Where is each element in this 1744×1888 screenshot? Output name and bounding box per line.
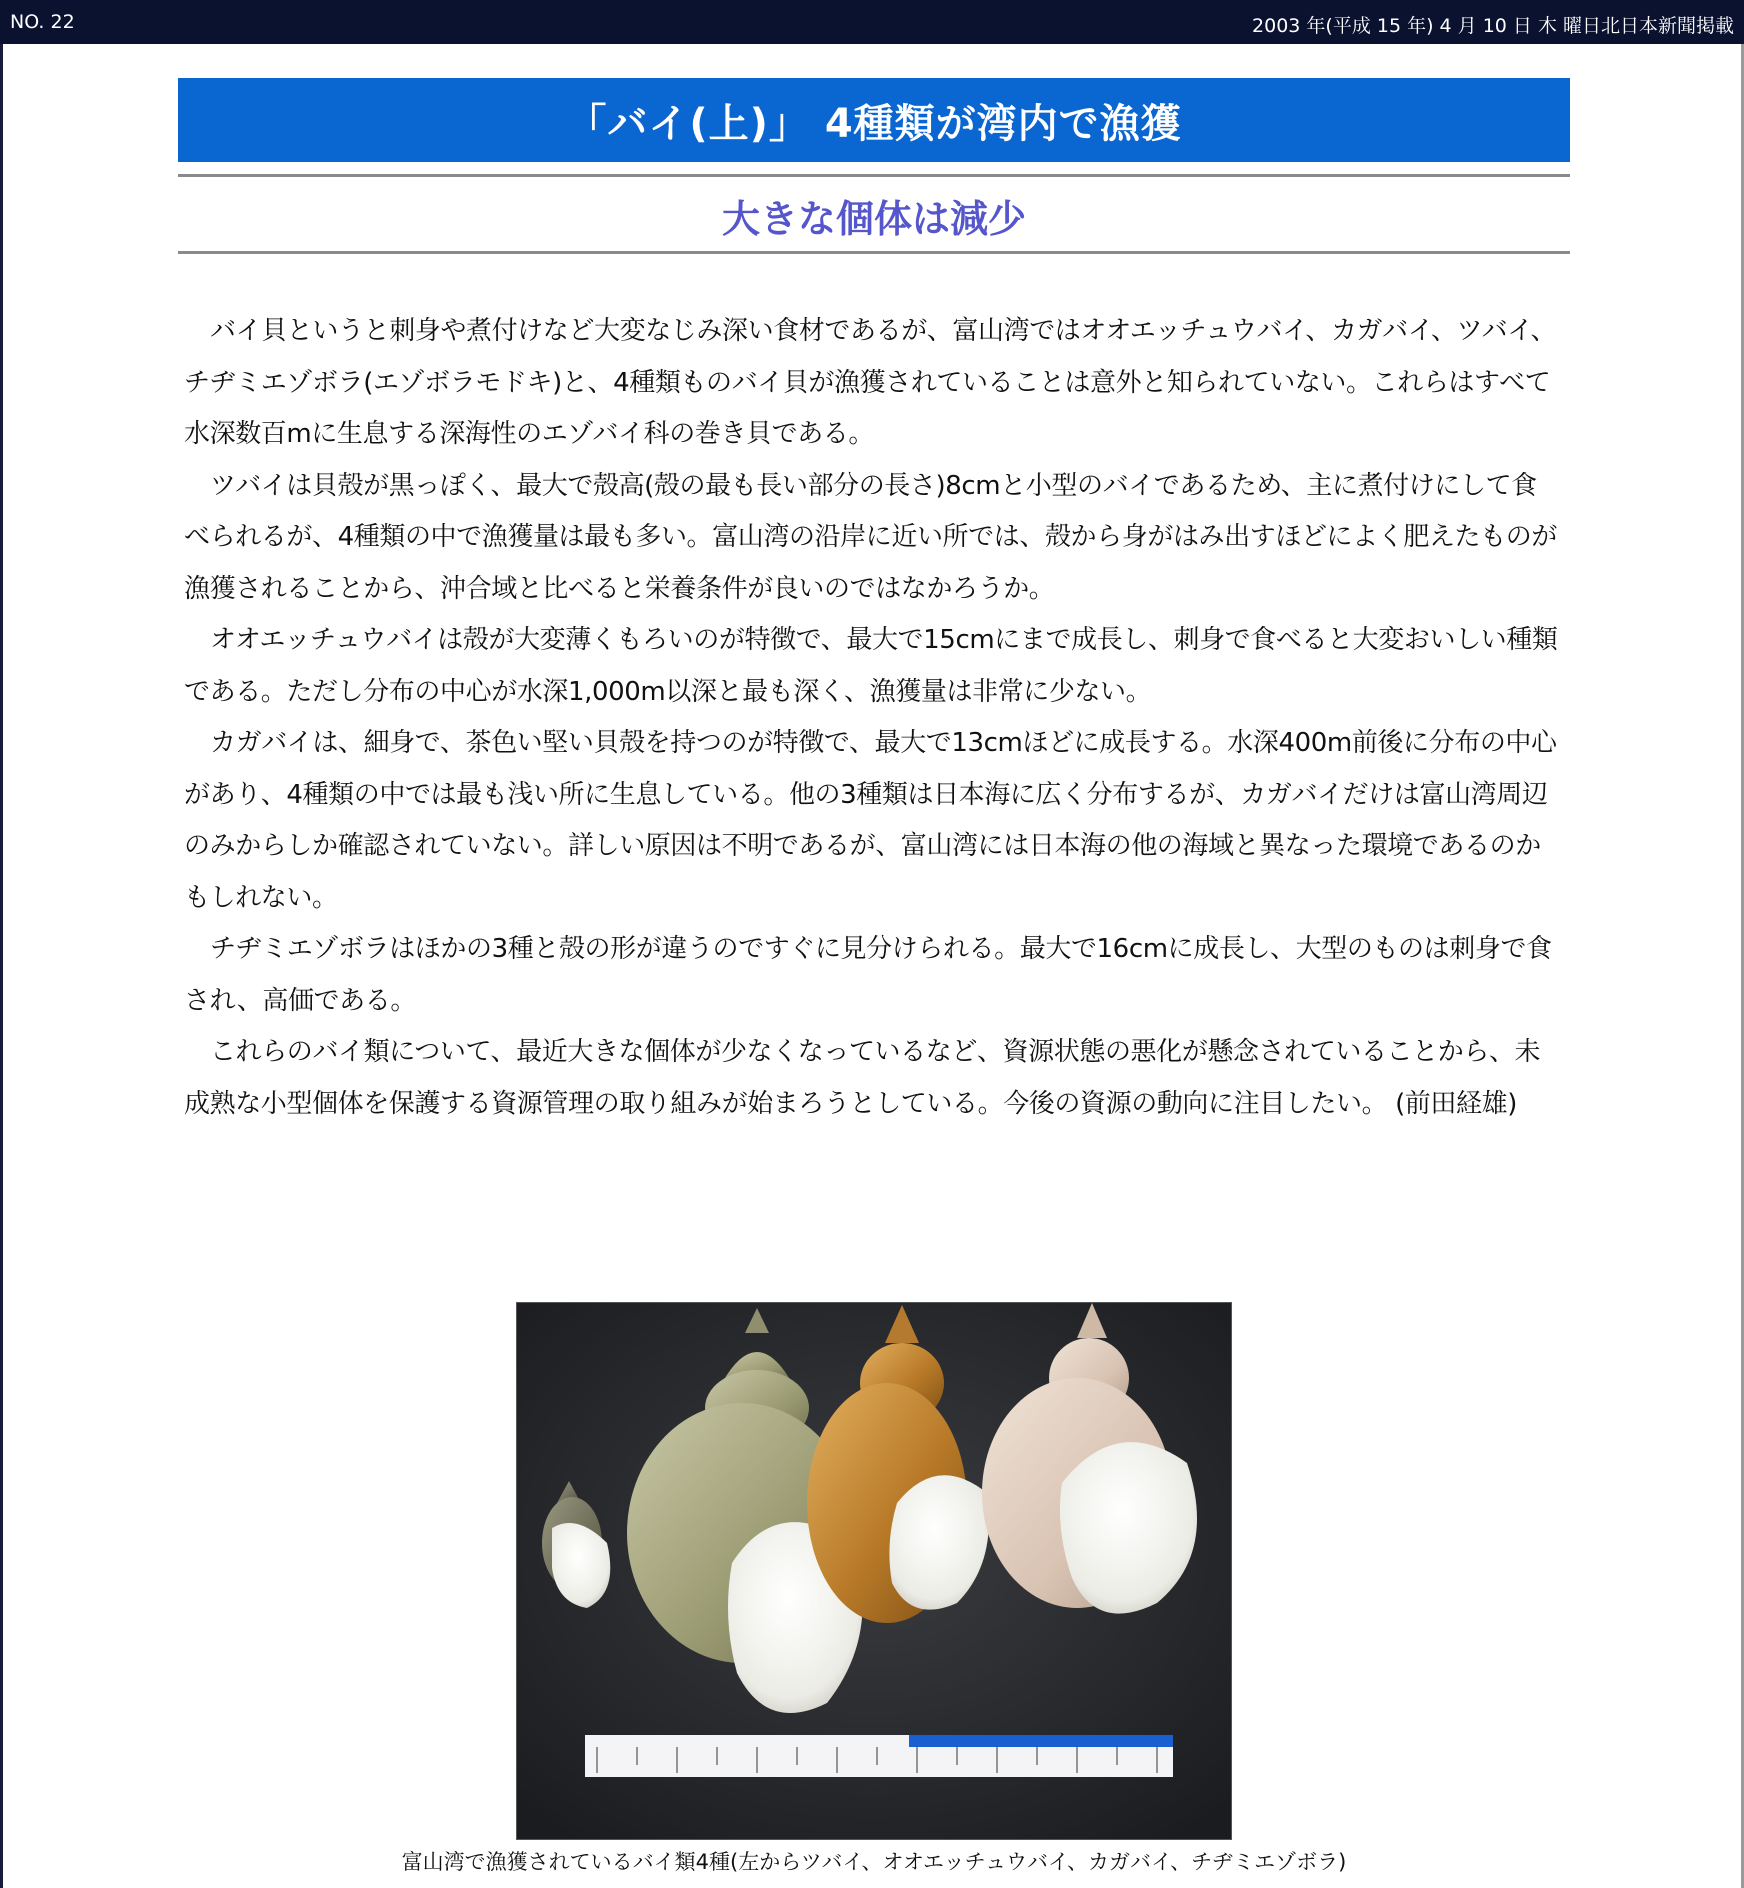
- article-body: [184, 306, 1560, 1130]
- measuring-ruler: [585, 1735, 1173, 1777]
- subheadline-text: 大きな個体は減少: [721, 196, 1026, 241]
- headline-text: 「バイ(上)」 4種類が湾内で漁獲: [566, 100, 1182, 147]
- publication-date: 2003 年(平成 15 年) 4 月 10 日 木 曜日北日本新聞掲載: [1252, 15, 1734, 37]
- paragraph: ツバイは貝殻が黒っぽく、最大で殻高(殻の最も長い部分の長さ)8cmと小型のバイであるため、主に煮付けにして食べられるが、4種類の中で漁獲量は最も多い。富山湾の沿岸に近い所では、殻から身がはみ出すほどによく肥えたものが漁獲されることから、沖合域と比べると栄養条件が良いのではなかろうか。: [184, 470, 1557, 604]
- divider-bottom: [178, 251, 1570, 254]
- paragraph: チヂミエゾボラはほかの3種と殻の形が違うのですぐに見分けられる。最大で16cmに成長し、大型のものは刺身で食され、高価である。: [184, 934, 1552, 1016]
- photo-caption: 富山湾で漁獲されているバイ類4種(左からツバイ、オオエッチュウバイ、カガバイ、チヂミエゾボラ): [401, 1850, 1347, 1874]
- article-headline: [178, 78, 1570, 162]
- paragraph: オオエッチュウバイは殻が大変薄くもろいのが特徴で、最大で15cmにまで成長し、刺身で食べると大変おいしい種類である。ただし分布の中心が水深1,000m以深と最も深く、漁獲量は非常に少ない。: [184, 625, 1558, 707]
- shell-illustration: [517, 1303, 1231, 1839]
- top-bar: [0, 0, 1744, 44]
- article-subheadline: [178, 186, 1570, 244]
- issue-number: NO. 22: [10, 11, 75, 33]
- paragraph: バイ貝というと刺身や煮付けなど大変なじみ深い食材であるが、富山湾ではオオエッチュウバイ、カガバイ、ツバイ、チヂミエゾボラ(エゾボラモドキ)と、4種類ものバイ貝が漁獲されていることは意外と知られていない。これらはすべて水深数百mに生息する深海性のエゾバイ科の巻き貝である。: [184, 316, 1557, 449]
- frame-left-edge: [0, 0, 3, 1888]
- paragraph: カガバイは、細身で、茶色い堅い貝殻を持つのが特徴で、最大で13cmほどに成長する。水深400m前後に分布の中心があり、4種類の中では最も浅い所に生息している。他の3種類は日本海に広く分布するが、カガバイだけは富山湾周辺のみからしか確認されていない。詳しい原因は不明であるが、富山湾には日本海の他の海域と異なった環境であるのかもしれない。: [184, 728, 1557, 913]
- paragraph: これらのバイ類について、最近大きな個体が少なくなっているなど、資源状態の悪化が懸念されていることから、未成熟な小型個体を保護する資源管理の取り組みが始まろうとしている。今後の資源の動向に注目したい。 (前田経雄): [184, 1037, 1541, 1119]
- shell-photo: [516, 1302, 1232, 1840]
- divider-top: [178, 174, 1570, 177]
